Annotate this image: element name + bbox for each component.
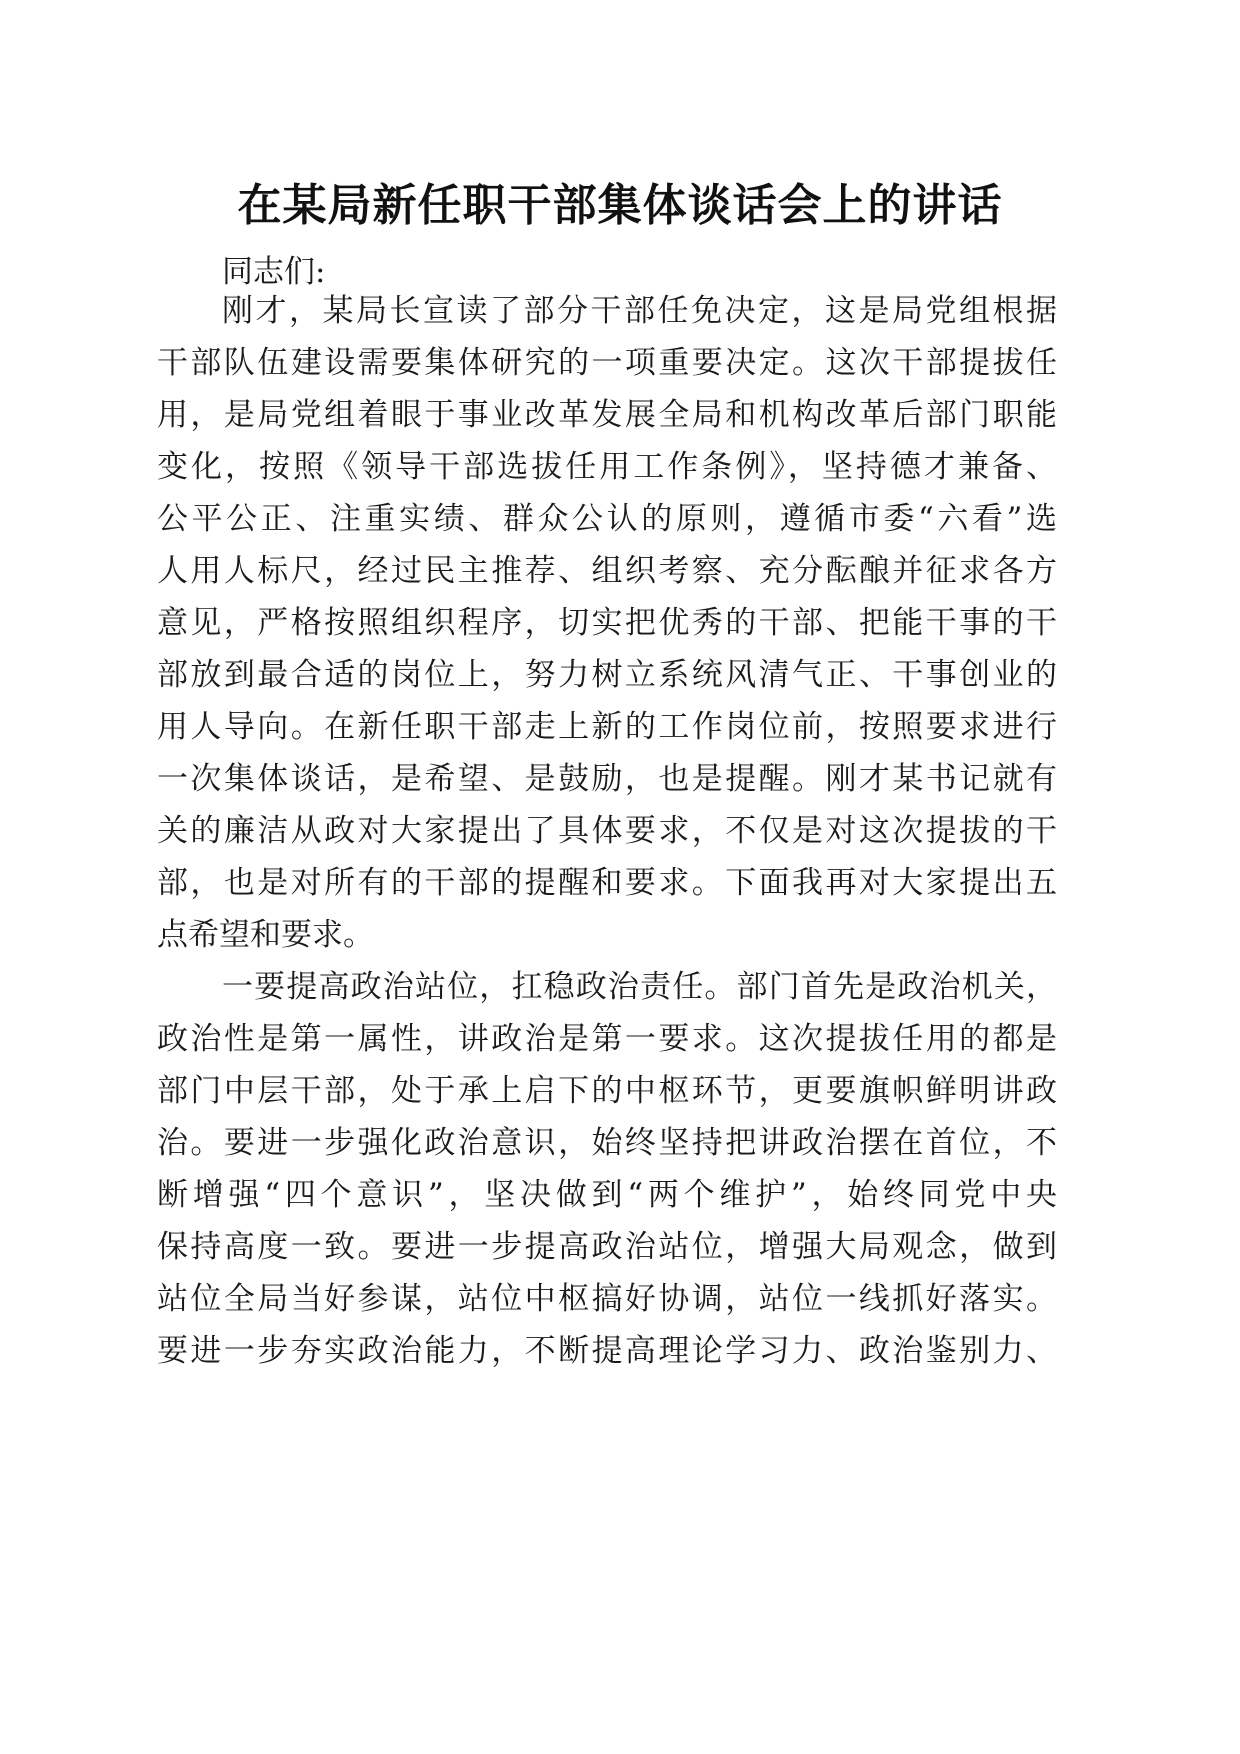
paragraph-line: 一要提高政治站位，扛稳政治责任。部门首先是政治机关， <box>222 969 1057 1005</box>
paragraph-line: 一次集体谈话，是希望、是鼓励，也是提醒。刚才某书记就有 <box>157 761 1057 797</box>
paragraph-line: 保持高度一致。要进一步提高政治站位，增强大局观念，做到 <box>157 1229 1057 1265</box>
paragraph-line: 变化，按照《领导干部选拔任用工作条例》，坚持德才兼备、 <box>157 449 1057 485</box>
paragraph-line: 用人导向。在新任职干部走上新的工作岗位前，按照要求进行 <box>157 709 1057 745</box>
paragraph-line: 人用人标尺，经过民主推荐、组织考察、充分酝酿并征求各方 <box>157 553 1057 589</box>
paragraph-line: 部，也是对所有的干部的提醒和要求。下面我再对大家提出五 <box>157 865 1057 901</box>
paragraph-line: 站位全局当好参谋，站位中枢搞好协调，站位一线抓好落实。 <box>157 1281 1057 1317</box>
paragraph-line: 断增强“四个意识”，坚决做到“两个维护”，始终同党中央 <box>157 1177 1057 1213</box>
paragraph-line: 治。要进一步强化政治意识，始终坚持把讲政治摆在首位，不 <box>157 1125 1057 1161</box>
paragraph-line: 要进一步夯实政治能力，不断提高理论学习力、政治鉴别力、 <box>157 1333 1057 1369</box>
paragraph-line: 用，是局党组着眼于事业改革发展全局和机构改革后部门职能 <box>157 397 1057 433</box>
paragraph-line: 政治性是第一属性，讲政治是第一要求。这次提拔任用的都是 <box>157 1021 1057 1057</box>
paragraph-line: 刚才，某局长宣读了部分干部任免决定，这是局党组根据 <box>222 293 1057 329</box>
paragraph-line: 点希望和要求。 <box>157 917 374 953</box>
paragraph-line: 意见，严格按照组织程序，切实把优秀的干部、把能干事的干 <box>157 605 1057 641</box>
document-title: 在某局新任职干部集体谈话会上的讲话 <box>237 180 1003 231</box>
paragraph-line: 关的廉洁从政对大家提出了具体要求，不仅是对这次提拔的干 <box>157 813 1057 849</box>
salutation: 同志们: <box>222 254 326 290</box>
paragraph-line: 干部队伍建设需要集体研究的一项重要决定。这次干部提拔任 <box>157 345 1057 381</box>
paragraph-line: 部门中层干部，处于承上启下的中枢环节，更要旗帜鲜明讲政 <box>157 1073 1057 1109</box>
paragraph-line: 公平公正、注重实绩、群众公认的原则，遵循市委“六看”选 <box>157 501 1057 537</box>
paragraph-line: 部放到最合适的岗位上，努力树立系统风清气正、干事创业的 <box>157 657 1057 693</box>
